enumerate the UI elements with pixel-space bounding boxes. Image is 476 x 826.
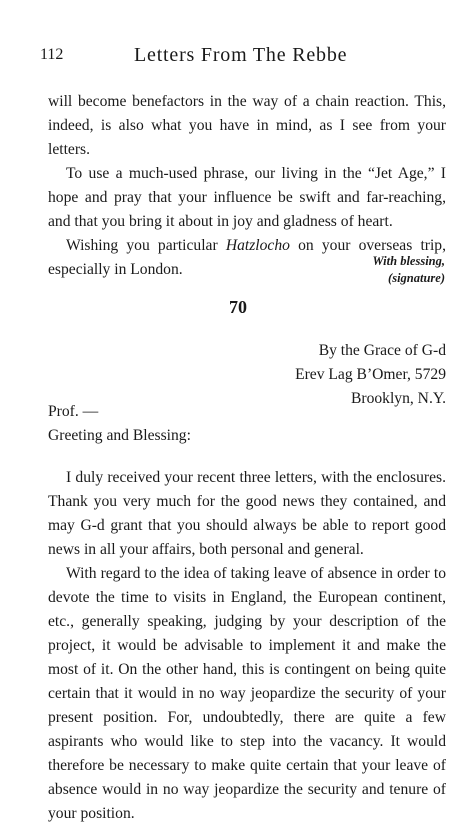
dateline (295, 339, 446, 411)
dateline-line: By the Grace of G-d (318, 342, 446, 359)
dateline-line: Brooklyn, N.Y. (350, 390, 446, 407)
running-head: Letters From The Rebbe (134, 44, 348, 66)
paragraph: will become benefactors in the way of a chain reaction. This, indeed, is also what you have in mind, as I see from your letters. (48, 93, 446, 158)
letter-70-body (48, 466, 446, 826)
letter-69-closing (373, 253, 445, 287)
letter-number: 70 (229, 297, 247, 317)
page-number: 112 (40, 46, 64, 63)
greeting: Greeting and Blessing: (48, 427, 191, 444)
dateline-line: Erev Lag B’Omer, 5729 (295, 366, 446, 383)
wishing-text: Wishing you particular (66, 237, 226, 254)
paragraph: With regard to the idea of taking leave of absence in order to devote the time to visits in England, the European continent, etc., generally speaking, judging by your description of the project, it would be advisable to implement it and make the most of it. On the other hand, this is contingent on being quite certain that it would in no way jeopardize the security of your present position. For, undoubtedly, there are quite a few aspirants who would like to step into the vacancy. It would therefore be necessary to make quite certain that your leave of absence would in no way jeopardize the security and tenure of your position. (48, 565, 446, 822)
wishing-text-end: on your overseas trip, especially in London. (48, 237, 446, 278)
salutation (48, 400, 191, 448)
wishing-italic: Hatzlocho (225, 237, 290, 254)
signature-line: (signature) (388, 271, 445, 285)
recipient: Prof. — (48, 403, 99, 420)
paragraph: To use a much-used phrase, our living in the “Jet Age,” I hope and pray that your influence be swift and far-reaching, and that you bring it about in joy and gladness of heart. (48, 165, 446, 230)
paragraph: I duly received your recent three letters, with the enclosures. Thank you very much for the good news they contained, and may G-d grant that you should always be able to report good news in all your affairs, both personal and general. (48, 469, 446, 558)
closing-line: With blessing, (372, 254, 445, 268)
page-header (40, 44, 436, 68)
